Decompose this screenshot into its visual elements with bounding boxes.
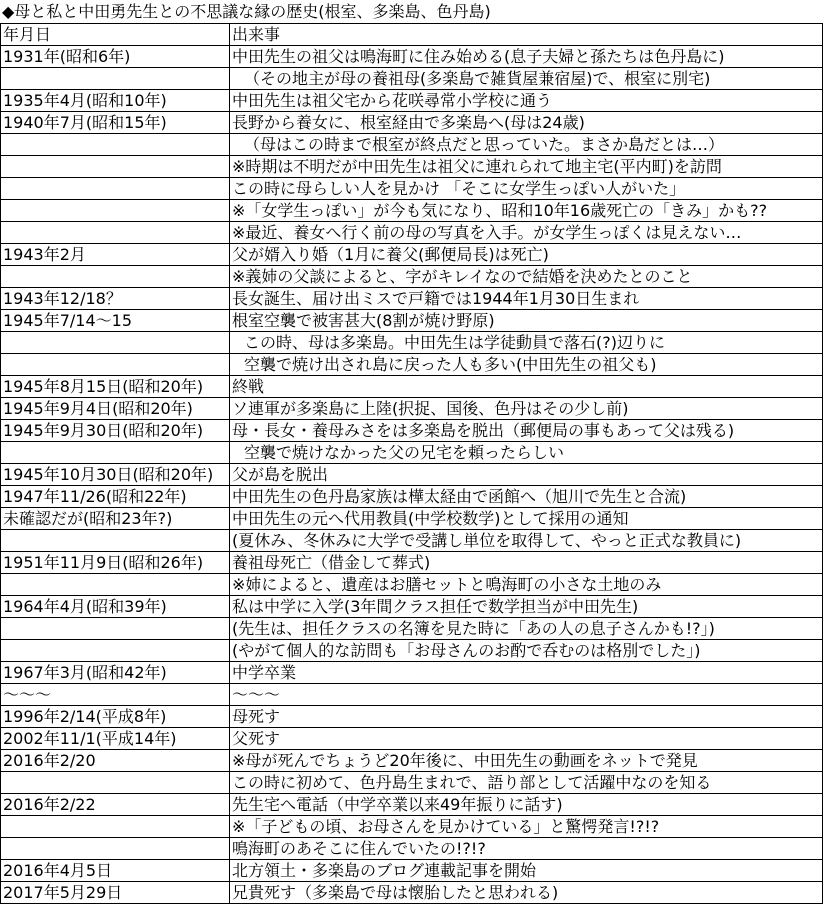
table-row xyxy=(1,90,823,112)
date-cell[interactable] xyxy=(1,838,230,860)
date-cell[interactable]: 1945年7/14～15 xyxy=(1,310,230,332)
event-cell[interactable]: 中学卒業 xyxy=(230,662,823,684)
event-cell[interactable]: 中田先生の元へ代用教員(中学校数学)として採用の通知 xyxy=(230,508,823,530)
table-row xyxy=(1,816,823,838)
date-cell[interactable]: 1996年2/14(平成8年) xyxy=(1,706,230,728)
table-row xyxy=(1,310,823,332)
date-cell[interactable] xyxy=(1,332,230,354)
table-row xyxy=(1,706,823,728)
table-header-row xyxy=(1,24,823,46)
event-cell[interactable]: （母はこの時まで根室が終点だと思っていた。まさか島だとは…） xyxy=(230,134,823,156)
event-cell[interactable]: （その地主が母の養祖母(多楽島で雑貨屋兼宿屋)で、根室に別宅) xyxy=(230,68,823,90)
table-row xyxy=(1,596,823,618)
table-row xyxy=(1,442,823,464)
table-row xyxy=(1,134,823,156)
table-row xyxy=(1,332,823,354)
event-cell[interactable]: 終戦 xyxy=(230,376,823,398)
event-cell[interactable]: 中田先生の色丹島家族は樺太経由で函館へ（旭川で先生と合流) xyxy=(230,486,823,508)
date-cell[interactable]: 1964年4月(昭和39年) xyxy=(1,596,230,618)
table-row xyxy=(1,244,823,266)
date-cell[interactable]: 1945年9月30日(昭和20年) xyxy=(1,420,230,442)
date-cell[interactable] xyxy=(1,222,230,244)
date-cell[interactable] xyxy=(1,442,230,464)
event-cell[interactable]: (やがて個人的な訪問も「お母さんのお酌で呑むのは格別でした」) xyxy=(230,640,823,662)
table-row xyxy=(1,640,823,662)
event-cell[interactable]: ※時期は不明だが中田先生は祖父に連れられて地主宅(平内町)を訪問 xyxy=(230,156,823,178)
date-column-header[interactable]: 年月日 xyxy=(1,24,230,46)
table-row xyxy=(1,750,823,772)
table-row xyxy=(1,46,823,68)
event-cell[interactable]: 母・長女・養母みさをは多楽島を脱出（郵便局の事もあって父は残る) xyxy=(230,420,823,442)
table-row xyxy=(1,420,823,442)
table-row xyxy=(1,860,823,882)
table-row xyxy=(1,508,823,530)
date-cell[interactable]: 2016年2/20 xyxy=(1,750,230,772)
table-row xyxy=(1,464,823,486)
event-cell[interactable]: 空襲で焼けなかった父の兄宅を頼ったらしい xyxy=(230,442,823,464)
date-cell[interactable]: 未確認だが(昭和23年?) xyxy=(1,508,230,530)
date-cell[interactable]: 1947年11/26(昭和22年) xyxy=(1,486,230,508)
event-cell[interactable]: 父が島を脱出 xyxy=(230,464,823,486)
timeline-table xyxy=(0,23,823,904)
table-row xyxy=(1,112,823,134)
table-row xyxy=(1,354,823,376)
event-cell[interactable]: 先生宅へ電話（中学卒業以来49年振りに話す) xyxy=(230,794,823,816)
event-cell[interactable]: 養祖母死亡（借金して葬式) xyxy=(230,552,823,574)
event-cell[interactable]: 長野から養女に、根室経由で多楽島へ(母は24歳) xyxy=(230,112,823,134)
event-cell[interactable]: 父が婿入り婚（1月に養父(郵便局長)は死亡) xyxy=(230,244,823,266)
event-cell[interactable]: 兄貴死す（多楽島で母は懐胎したと思われる) xyxy=(230,882,823,904)
date-cell[interactable] xyxy=(1,816,230,838)
event-cell[interactable]: この時に母らしい人を見かけ 「そこに女学生っぽい人がいた」 xyxy=(230,178,823,200)
table-row xyxy=(1,772,823,794)
date-cell[interactable] xyxy=(1,354,230,376)
table-row xyxy=(1,156,823,178)
table-row xyxy=(1,662,823,684)
date-cell[interactable]: 1945年8月15日(昭和20年) xyxy=(1,376,230,398)
event-column-header[interactable]: 出来事 xyxy=(230,24,823,46)
date-cell[interactable]: 1945年10月30日(昭和20年) xyxy=(1,464,230,486)
date-cell[interactable] xyxy=(1,530,230,552)
date-cell[interactable]: ～～～ xyxy=(1,684,230,706)
event-cell[interactable]: この時、母は多楽島。中田先生は学徒動員で落石(?)辺りに xyxy=(230,332,823,354)
event-cell[interactable]: ※最近、養女へ行く前の母の写真を入手。が女学生っぽくは見えない… xyxy=(230,222,823,244)
date-cell[interactable] xyxy=(1,200,230,222)
date-cell[interactable] xyxy=(1,772,230,794)
table-row xyxy=(1,68,823,90)
table-row xyxy=(1,618,823,640)
event-cell[interactable]: (先生は、担任クラスの名簿を見た時に「あの人の息子さんかも!?」) xyxy=(230,618,823,640)
table-row xyxy=(1,222,823,244)
date-cell[interactable]: 2016年4月5日 xyxy=(1,860,230,882)
date-cell[interactable]: 1931年(昭和6年) xyxy=(1,46,230,68)
table-row xyxy=(1,200,823,222)
event-cell[interactable]: 空襲で焼け出され島に戻った人も多い(中田先生の祖父も) xyxy=(230,354,823,376)
table-row xyxy=(1,376,823,398)
table-row xyxy=(1,266,823,288)
date-cell[interactable] xyxy=(1,178,230,200)
date-cell[interactable]: 1967年3月(昭和42年) xyxy=(1,662,230,684)
event-cell[interactable]: ※「女学生っぽい」が今も気になり、昭和10年16歳死亡の「きみ」かも?? xyxy=(230,200,823,222)
event-cell[interactable]: ソ連軍が多楽島に上陸(択捉、国後、色丹はその少し前) xyxy=(230,398,823,420)
table-row xyxy=(1,486,823,508)
table-row xyxy=(1,288,823,310)
date-cell[interactable]: 2002年11/1(平成14年) xyxy=(1,728,230,750)
date-cell[interactable]: 1940年7月(昭和15年) xyxy=(1,112,230,134)
date-cell[interactable] xyxy=(1,68,230,90)
table-row xyxy=(1,530,823,552)
event-cell[interactable]: 中田先生は祖父宅から花咲尋常小学校に通う xyxy=(230,90,823,112)
date-cell[interactable] xyxy=(1,640,230,662)
table-row xyxy=(1,684,823,706)
event-cell[interactable]: ※姉によると、遺産はお膳セットと鳴海町の小さな土地のみ xyxy=(230,574,823,596)
table-row xyxy=(1,552,823,574)
event-cell[interactable]: ※母が死んでちょうど20年後に、中田先生の動画をネットで発見 xyxy=(230,750,823,772)
event-cell[interactable]: 北方領土・多楽島のブログ連載記事を開始 xyxy=(230,860,823,882)
date-cell[interactable]: 2017年5月29日 xyxy=(1,882,230,904)
table-row xyxy=(1,728,823,750)
table-row xyxy=(1,882,823,904)
table-row xyxy=(1,794,823,816)
date-cell[interactable]: 2016年2/22 xyxy=(1,794,230,816)
sheet-title: ◆母と私と中田勇先生との不思議な縁の歴史(根室、多楽島、色丹島) xyxy=(2,2,491,21)
event-cell[interactable]: 父死す xyxy=(230,728,823,750)
date-cell[interactable]: 1943年2月 xyxy=(1,244,230,266)
event-cell[interactable]: ※義姉の父談によると、字がキレイなので結婚を決めたとのこと xyxy=(230,266,823,288)
date-cell[interactable]: 1945年9月4日(昭和20年) xyxy=(1,398,230,420)
event-cell[interactable]: 中田先生の祖父は鳴海町に住み始める(息子夫婦と孫たちは色丹島に) xyxy=(230,46,823,68)
event-cell[interactable]: ～～～ xyxy=(230,684,823,706)
date-cell[interactable] xyxy=(1,156,230,178)
date-cell[interactable] xyxy=(1,266,230,288)
event-cell[interactable]: この時に初めて、色丹島生まれで、語り部として活躍中なのを知る xyxy=(230,772,823,794)
date-cell[interactable] xyxy=(1,134,230,156)
event-cell[interactable]: (夏休み、冬休みに大学で受講し単位を取得して、やっと正式な教員に) xyxy=(230,530,823,552)
event-cell[interactable]: 私は中学に入学(3年間クラス担任で数学担当が中田先生) xyxy=(230,596,823,618)
table-row xyxy=(1,838,823,860)
event-cell[interactable]: 母死す xyxy=(230,706,823,728)
event-cell[interactable]: 長女誕生、届け出ミスで戸籍では1944年1月30日生まれ xyxy=(230,288,823,310)
event-cell[interactable]: 根室空襲で被害甚大(8割が焼け野原) xyxy=(230,310,823,332)
date-cell[interactable]: 1951年11月9日(昭和26年) xyxy=(1,552,230,574)
event-cell[interactable]: 鳴海町のあそこに住んでいたの!?!? xyxy=(230,838,823,860)
date-cell[interactable] xyxy=(1,618,230,640)
date-cell[interactable] xyxy=(1,574,230,596)
table-row xyxy=(1,398,823,420)
table-row xyxy=(1,574,823,596)
date-cell[interactable]: 1943年12/18？ xyxy=(1,288,230,310)
event-cell[interactable]: ※「子どもの頃、お母さんを見かけている」と驚愕発言!?!? xyxy=(230,816,823,838)
table-row xyxy=(1,178,823,200)
date-cell[interactable]: 1935年4月(昭和10年) xyxy=(1,90,230,112)
